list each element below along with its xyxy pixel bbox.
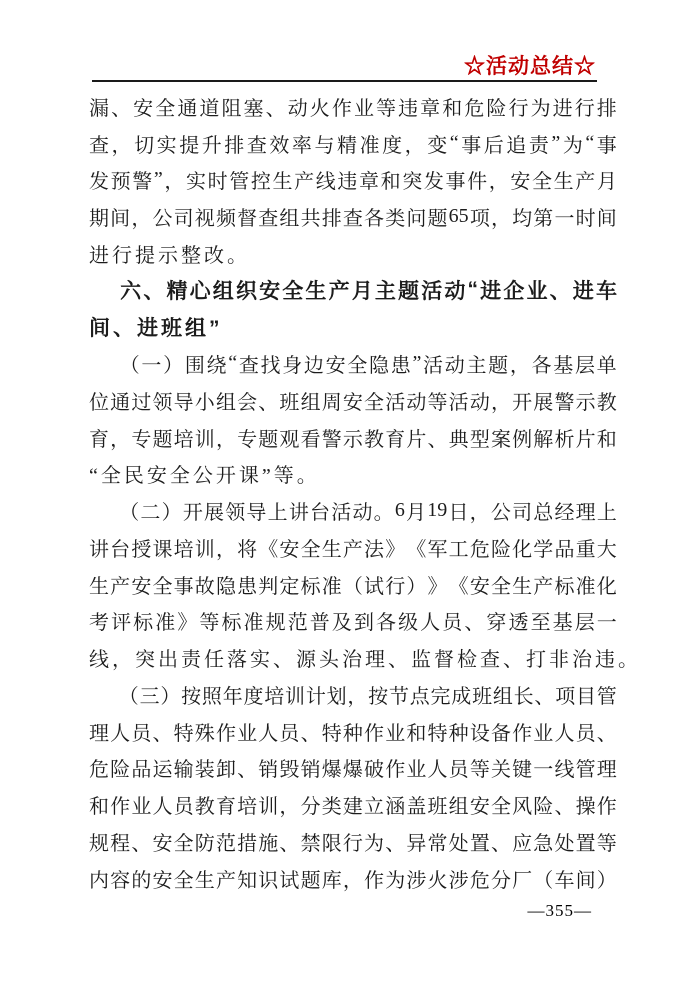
paragraph-line: 内 容 的 安 全 生 产 知 识 试 题 库 ， 作 为 涉 火 涉 危 分 厂 （ 车 间 ）: [89, 869, 617, 892]
paragraph-line: （ 一 ） 围 绕 “ 查 找 身 边 安 全 隐 患 ” 活 动 主 题 ， 各 基 层 单: [119, 352, 617, 378]
paragraph-line: 查 ， 切 实 提 升 排 查 效 率 与 精 准 度 ， 变 “ 事 后 追 责 ” 为 “ 事: [89, 131, 617, 157]
paragraph-line: 理 人 员 、 特 殊 作 业 人 员 、 特 种 作 业 和 特 种 设 备 作 业 人 员 、: [89, 722, 617, 745]
paragraph-line: 和 作 业 人 员 教 育 培 训 ， 分 类 建 立 涵 盖 班 组 安 全 风 险 、 操 作: [89, 796, 617, 819]
paragraph-line: （ 二 ） 开 展 领 导 上 讲 台 活 动 。 6 月 19 日 ， 公 司 总 经 理 上: [119, 499, 617, 525]
page-header-title: ☆活动总结☆: [464, 55, 596, 78]
paragraph-line: 育 ， 专 题 培 训 ， 专 题 观 看 警 示 教 育 片 、 典 型 案 例 解 析 片 和: [89, 428, 617, 451]
paragraph-line: 进行提示整改。: [89, 244, 250, 267]
paragraph-line: “全民安全公开课”等。: [89, 465, 320, 488]
heading-line: 间、进班组”: [89, 316, 223, 340]
paragraph-line: （ 三 ） 按 照 年 度 培 训 计 划 ， 按 节 点 完 成 班 组 长 、 项 目 管: [118, 685, 617, 708]
paragraph-line: 期 间 ， 公 司 视 频 督 查 组 共 排 查 各 类 问 题 65 项 ， 均 第 一 时 间: [89, 205, 617, 231]
paragraph-line: 漏 、 安 全 通 道 阻 塞 、 动 火 作 业 等 违 章 和 危 险 行 为 进 行 排: [89, 97, 617, 120]
paragraph-line: 线，突出责任落实、源头治理、监督检查、打非治违。: [89, 649, 641, 672]
paragraph-line: 发 预 警 ” ， 实 时 管 控 生 产 线 违 章 和 突 发 事 件 ， 安 全 生 产 月: [89, 168, 617, 194]
header-divider: [92, 80, 597, 82]
heading-line: 六 、 精 心 组 织 安 全 生 产 月 主 题 活 动 “ 进 企 业 、 进 车: [120, 278, 617, 304]
document-body: [89, 88, 641, 897]
page-number: —355—: [527, 901, 592, 920]
paragraph-line: 生 产 安 全 事 故 隐 患 判 定 标 准 （ 试 行 ） 》 《 安 全 生 产 标 准 化: [89, 575, 617, 598]
paragraph-line: 危 险 品 运 输 装 卸 、 销 毁 销 爆 爆 破 作 业 人 员 等 关 键 一 线 管 理: [89, 759, 617, 782]
paragraph-line: 位 通 过 领 导 小 组 会 、 班 组 周 安 全 活 动 等 活 动 ， 开 展 警 示 教: [89, 391, 617, 414]
paragraph-line: 讲 台 授 课 培 训 ， 将 《 安 全 生 产 法 》 《 军 工 危 险 化 学 品 重 大: [89, 538, 617, 561]
paragraph-line: 规 程 、 安 全 防 范 措 施 、 禁 限 行 为 、 异 常 处 置 、 应 急 处 置 等: [89, 832, 617, 855]
paragraph-line: 考 评 标 准 》 等 标 准 规 范 普 及 到 各 级 人 员 、 穿 透 至 基 层 一: [89, 612, 617, 635]
